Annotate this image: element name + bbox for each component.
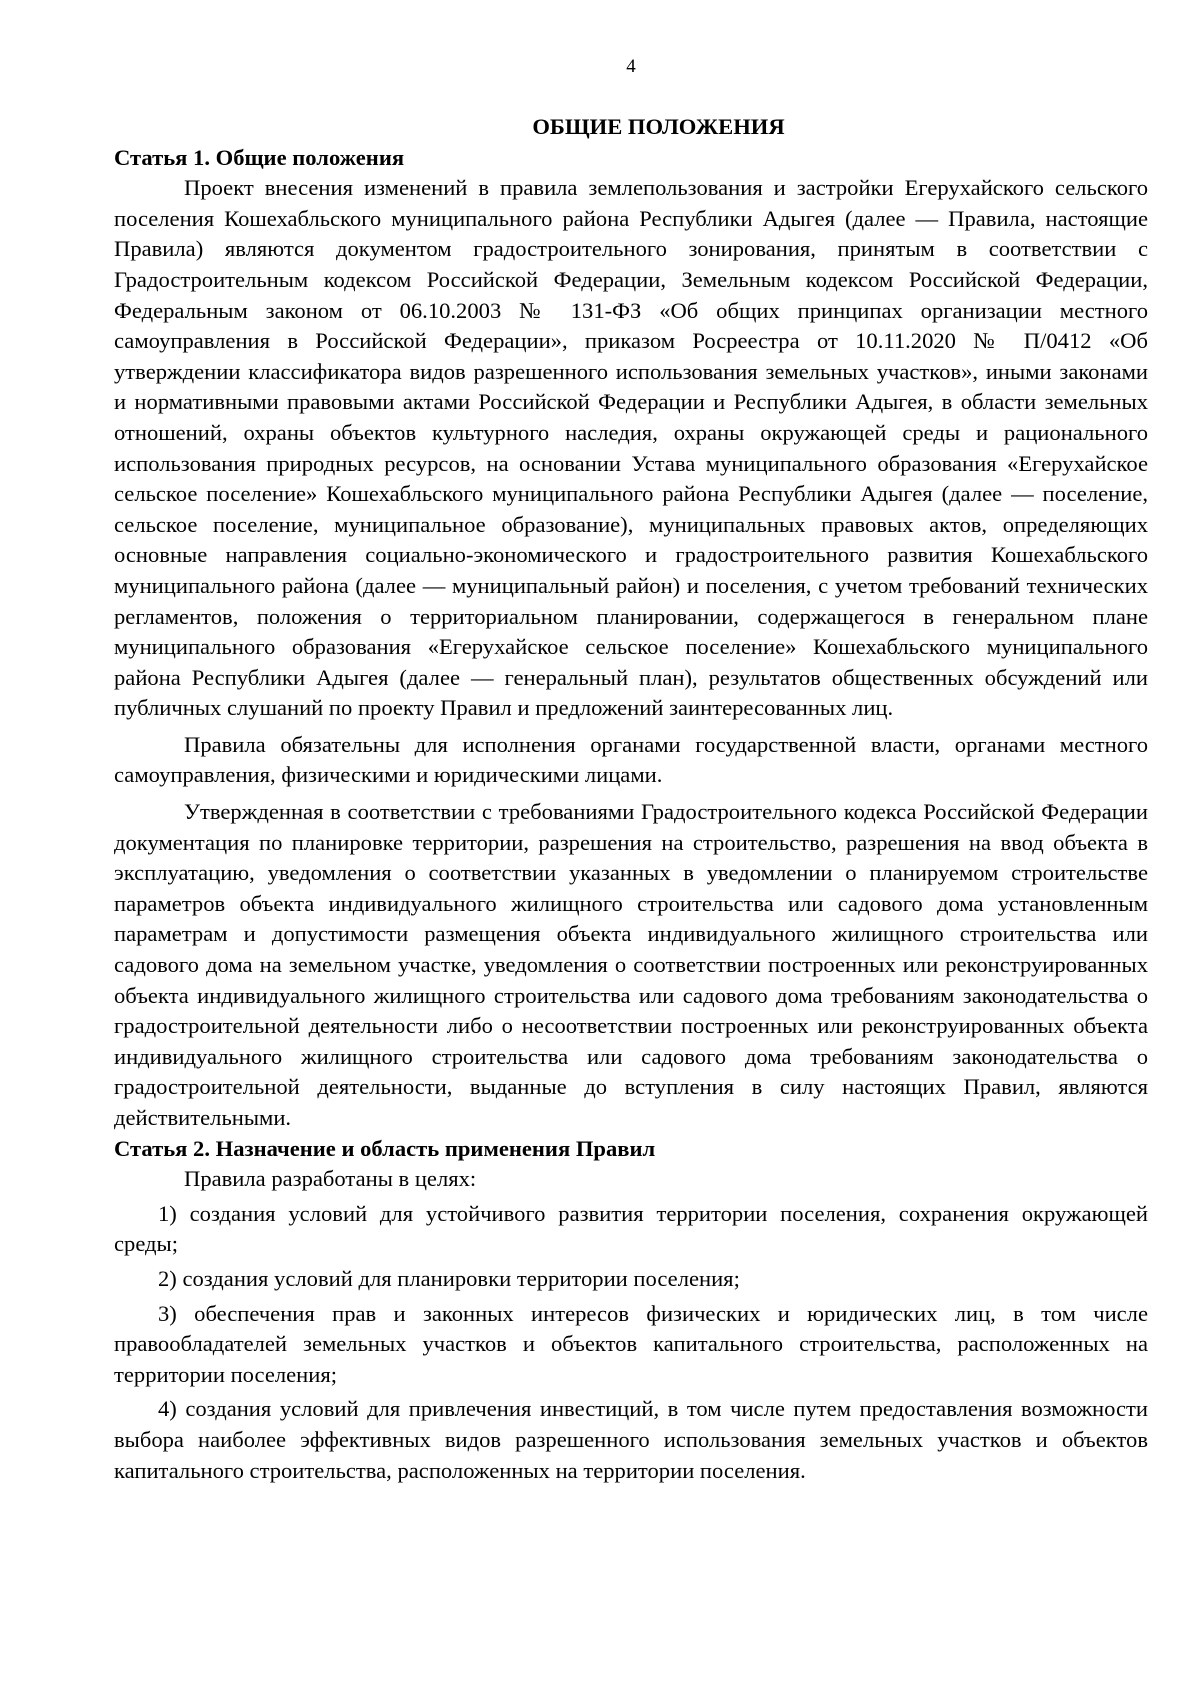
list-item: 2) создания условий для планировки территории поселения; <box>158 1265 740 1291</box>
section-title: ОБЩИЕ ПОЛОЖЕНИЯ <box>532 114 785 139</box>
article-1-paragraph: Правила обязательны для исполнения органами государственной власти, органами местного самоуправления, физическими и юридическими лицами. <box>114 731 1148 788</box>
document-body <box>114 112 1148 1486</box>
article-1-paragraph: Проект внесения изменений в правила землепользования и застройки Егерухайского сельского поселения Кошехабльского муниципального района Республики Адыгея (далее — Правила, настоящие Правила) являются документом градостроительного зонирования, принятым в соответствии с Градостроительным кодексом Российской Федерации, Земельным кодексом Российской Федерации, Федеральным законом от 06.10.2003 № 131-ФЗ «Об общих принципах организации местного самоуправления в Российской Федерации», приказом Росреестра от 10.11.2020 № П/0412 «Об утверждении классификатора видов разрешенного использования земельных участков», иными законами и нормативными правовыми актами Российской Федерации и Республики Адыгея, в области земельных отношений, охраны объектов культурного наследия, охраны окружающей среды и рационального использования природных ресурсов, на основании Устава муниципального образования «Егерухайское сельское поселение» Кошехабльского муниципального района Республики Адыгея (далее — поселение, сельское поселение, муниципальное образование), муниципальных правовых актов, определяющих основные направления социально-экономического и градостроительного развития Кошехабльского муниципального района (далее — муниципальный район) и поселения, с учетом требований технических регламентов, положения о территориальном планировании, содержащегося в генеральном плане муниципального образования «Егерухайское сельское поселение» Кошехабльского муниципального района Республики Адыгея (далее — генеральный план), результатов общественных обсуждений или публичных слушаний по проекту Правил и предложений заинтересованных лиц. <box>114 175 1148 721</box>
page-number: 4 <box>626 56 636 77</box>
list-item: 1) создания условий для устойчивого развития территории поселения, сохранения окружающей среды; <box>114 1200 1148 1257</box>
article-2-intro: Правила разработаны в целях: <box>184 1166 477 1192</box>
article-1-title: Статья 1. Общие положения <box>114 144 405 170</box>
article-2-title: Статья 2. Назначение и область применения Правил <box>114 1135 656 1161</box>
list-item: 4) создания условий для привлечения инвестиций, в том числе путем предоставления возможности выбора наиболее эффективных видов разрешенного использования земельных участков и объектов капитального строительства, расположенных на территории поселения. <box>114 1396 1148 1483</box>
list-item: 3) обеспечения прав и законных интересов физических и юридических лиц, в том числе правообладателей земельных участков и объектов капитального строительства, расположенных на территории поселения; <box>114 1300 1148 1387</box>
article-1-paragraph: Утвержденная в соответствии с требованиями Градостроительного кодекса Российской Федерации документация по планировке территории, разрешения на строительство, разрешения на ввод объекта в эксплуатацию, уведомления о соответствии указанных в уведомлении о планируемом строительстве параметров объекта индивидуального жилищного строительства или садового дома установленным параметрам и допустимости размещения объекта индивидуального жилищного строительства или садового дома на земельном участке, уведомления о соответствии построенных или реконструированных объекта индивидуального жилищного строительства или садового дома требованиям законодательства о градостроительной деятельности либо о несоответствии построенных или реконструированных объекта индивидуального жилищного строительства или садового дома требованиям законодательства о градостроительной деятельности, выданные до вступления в силу настоящих Правил, являются действительными. <box>114 799 1148 1130</box>
